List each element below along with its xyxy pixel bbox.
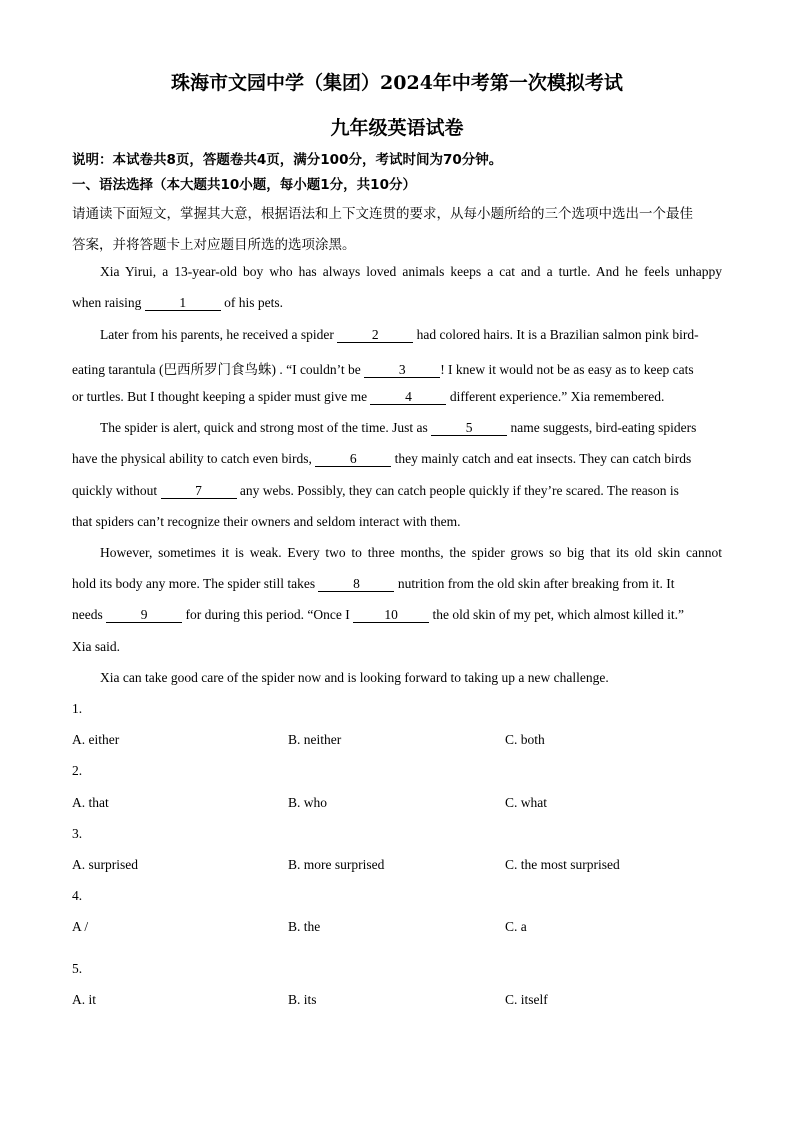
passage-line: [72, 607, 722, 623]
passage-text: the old skin of my pet, which almost killed it.”: [429, 607, 685, 622]
option-a[interactable]: A /: [72, 919, 89, 934]
question-number: 4.: [72, 888, 83, 903]
passage-line: [72, 295, 722, 311]
passage-line: [72, 576, 722, 592]
passage-line: that spiders can’t recognize their owners and seldom interact with them.: [72, 514, 461, 529]
question-number: 5.: [72, 961, 83, 976]
passage-text: needs: [72, 607, 107, 622]
passage-text: they mainly catch and eat insects. They can catch birds: [391, 451, 692, 466]
passage-text: nutrition from the old skin after breaking from it. It: [394, 576, 675, 591]
blank-7: 7: [161, 484, 237, 499]
passage-text: when raising: [72, 295, 145, 310]
passage-line: However, sometimes it is weak. Every two to three months, the spider grows so big that its old skin cannot: [100, 545, 722, 560]
passage-text: The spider is alert, quick and strong most of the time. Just as: [100, 420, 432, 435]
option-c[interactable]: C. what: [505, 795, 547, 810]
passage-line: Xia can take good care of the spider now and is looking forward to taking up a new challenge.: [100, 670, 609, 685]
blank-2: 2: [337, 328, 413, 343]
exam-title: 珠海市文园中学（集团）2024年中考第一次模拟考试: [171, 72, 623, 94]
instructions-line-2: 答案，并将答题卡上对应题目所选的选项涂黑。: [72, 237, 356, 253]
passage-line: [100, 327, 722, 343]
question-number: 3.: [72, 826, 83, 841]
passage-line: [72, 389, 722, 405]
option-a[interactable]: A. it: [72, 992, 97, 1007]
passage-text: eating tarantula (巴西所罗门食鸟蛛) . “I couldn’t be: [72, 362, 365, 377]
passage-text: Later from his parents, he received a spider: [100, 327, 338, 342]
exam-subtitle: 九年级英语试卷: [330, 117, 464, 139]
passage-text: quickly without: [72, 483, 161, 498]
option-a[interactable]: A. surprised: [72, 857, 138, 872]
blank-8: 8: [318, 577, 394, 592]
exam-note: 说明：本试卷共8页，答题卷共4页，满分100分，考试时间为70分钟。: [72, 152, 503, 168]
question-number: 2.: [72, 763, 83, 778]
passage-text: different experience.” Xia remembered.: [446, 389, 665, 404]
option-b[interactable]: B. the: [288, 919, 321, 934]
option-a[interactable]: A. that: [72, 795, 109, 810]
option-c[interactable]: C. both: [505, 732, 545, 747]
passage-text: had colored hairs. It is a Brazilian salmon pink bird-: [413, 327, 699, 342]
blank-4: 4: [370, 390, 446, 405]
passage-text: of his pets.: [220, 295, 283, 310]
passage-text: or turtles. But I thought keeping a spider must give me: [72, 389, 371, 404]
passage-text: hold its body any more. The spider still takes: [72, 576, 319, 591]
section-heading: 一、语法选择（本大题共10小题，每小题1分，共10分）: [72, 177, 416, 193]
passage-line: [100, 420, 722, 436]
passage-text: any webs. Possibly, they can catch people quickly if they’re scared. The reason is: [236, 483, 679, 498]
option-c[interactable]: C. a: [505, 919, 527, 934]
passage-line: [72, 358, 722, 378]
passage-line: [72, 483, 722, 499]
blank-3: 3: [364, 363, 440, 378]
passage-line: Xia said.: [72, 639, 120, 654]
option-b[interactable]: B. its: [288, 992, 317, 1007]
option-b[interactable]: B. neither: [288, 732, 342, 747]
passage-line: [72, 451, 722, 467]
blank-9: 9: [106, 608, 182, 623]
instructions-line-1: 请通读下面短文，掌握其大意，根据语法和上下文连贯的要求，从每小题所给的三个选项中选出一个最佳: [72, 206, 693, 222]
passage-text: for during this period. “Once I: [182, 607, 354, 622]
blank-5: 5: [431, 421, 507, 436]
blank-1: 1: [145, 296, 221, 311]
blank-10: 10: [353, 608, 429, 623]
option-b[interactable]: B. more surprised: [288, 857, 385, 872]
question-number: 1.: [72, 701, 83, 716]
passage-line: Xia Yirui, a 13-year-old boy who has always loved animals keeps a cat and a turtle. And he feels unhappy: [100, 264, 722, 279]
passage-text: have the physical ability to catch even birds,: [72, 451, 316, 466]
passage-text: ! I knew it would not be as easy as to keep cats: [440, 362, 694, 377]
option-c[interactable]: C. itself: [505, 992, 548, 1007]
option-a[interactable]: A. either: [72, 732, 120, 747]
option-c[interactable]: C. the most surprised: [505, 857, 620, 872]
option-b[interactable]: B. who: [288, 795, 328, 810]
blank-6: 6: [315, 452, 391, 467]
passage-text: name suggests, bird-eating spiders: [507, 420, 697, 435]
